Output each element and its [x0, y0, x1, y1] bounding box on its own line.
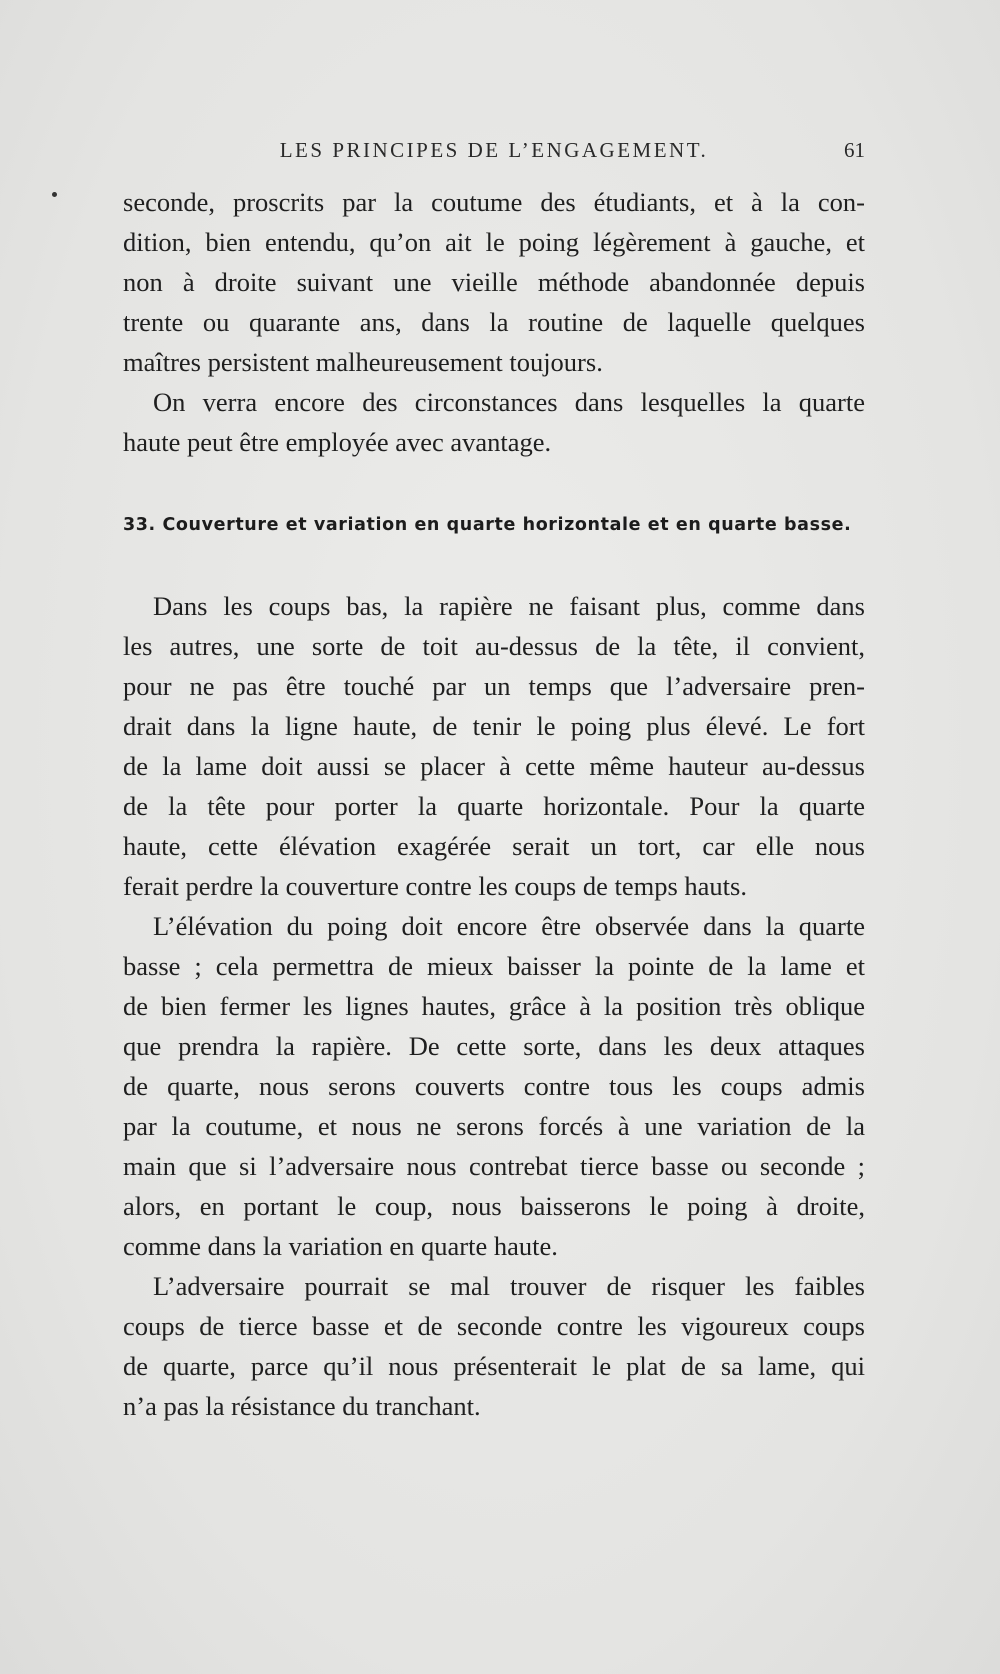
text-line: par la coutume, et nous ne serons forcés à une variation de la [123, 1111, 865, 1141]
section-paragraphs [123, 586, 865, 1426]
text-line: haute, cette élévation exagérée serait un tort, car elle nous [123, 831, 865, 861]
text-line: non à droite suivant une vieille méthode abandonnée depuis [123, 267, 865, 297]
text-line: L’adversaire pourrait se mal trouver de risquer les faibles [153, 1271, 865, 1301]
text-line: de quarte, nous serons couverts contre tous les coups admis [123, 1071, 865, 1101]
text-line: de quarte, parce qu’il nous présenterait le plat de sa lame, qui [123, 1351, 865, 1381]
text-line: maîtres persistent malheureusement toujours. [123, 347, 603, 377]
margin-mark [52, 192, 57, 197]
text-line: les autres, une sorte de toit au-dessus de la tête, il convient, [123, 631, 865, 661]
text-line: dition, bien entendu, qu’on ait le poing légèrement à gauche, et [123, 227, 865, 257]
text-line: n’a pas la résistance du tranchant. [123, 1391, 481, 1421]
text-line: alors, en portant le coup, nous baisserons le poing à droite, [123, 1191, 865, 1221]
text-line: ferait perdre la couverture contre les coups de temps hauts. [123, 871, 747, 901]
text-line: seconde, proscrits par la coutume des étudiants, et à la con- [123, 187, 865, 217]
page-number: 61 [844, 138, 865, 162]
running-title: LES PRINCIPES DE L’ENGAGEMENT. [279, 138, 709, 162]
text-line: de la tête pour porter la quarte horizontale. Pour la quarte [123, 791, 865, 821]
text-line: Dans les coups bas, la rapière ne faisant plus, comme dans [153, 591, 865, 621]
text-line: comme dans la variation en quarte haute. [123, 1231, 558, 1261]
text-line: de la lame doit aussi se placer à cette même hauteur au-dessus [123, 751, 865, 781]
text-line: pour ne pas être touché par un temps que l’adversaire pren- [123, 671, 865, 701]
text-line: que prendra la rapière. De cette sorte, dans les deux attaques [123, 1031, 865, 1061]
text-line: haute peut être employée avec avantage. [123, 427, 552, 457]
text-line: On verra encore des circonstances dans lesquelles la quarte [153, 387, 865, 417]
text-line: main que si l’adversaire nous contrebat tierce basse ou seconde ; [123, 1151, 865, 1181]
continuation-paragraphs [123, 182, 865, 462]
running-head [123, 138, 865, 164]
text-line: basse ; cela permettra de mieux baisser la pointe de la lame et [123, 951, 865, 981]
text-line: coups de tierce basse et de seconde contre les vigoureux coups [123, 1311, 865, 1341]
text-line: de bien fermer les lignes hautes, grâce à la position très oblique [123, 991, 865, 1021]
text-line: trente ou quarante ans, dans la routine de laquelle quelques [123, 307, 865, 337]
text-line: drait dans la ligne haute, de tenir le poing plus élevé. Le fort [123, 711, 865, 741]
section-heading: 33. Couverture et variation en quarte horizontale et en quarte basse. [123, 515, 852, 535]
text-line: L’élévation du poing doit encore être observée dans la quarte [153, 911, 865, 941]
